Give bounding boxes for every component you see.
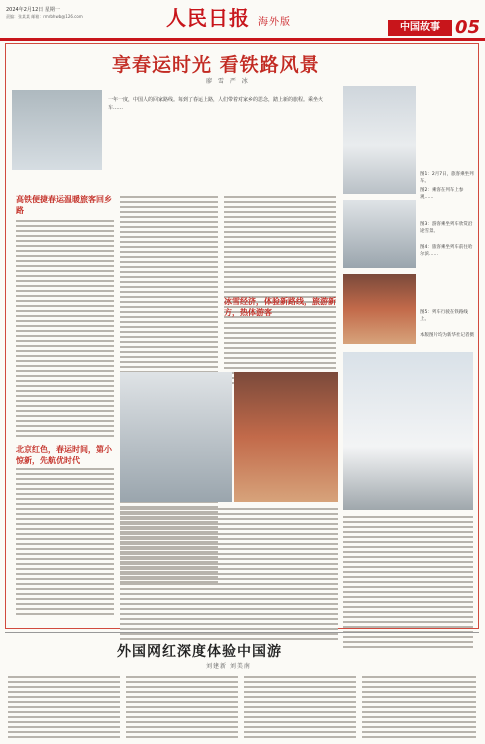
photo-crowd	[343, 274, 416, 344]
issue-date: 2024年2月12日 星期一	[6, 7, 60, 13]
photo-gift-crowd	[234, 372, 338, 502]
masthead-title: 人民日报	[166, 6, 250, 30]
secondary-col-3	[244, 676, 356, 738]
left-column-text-2	[16, 468, 114, 615]
feature-title: 享春运时光 看铁路风景	[112, 54, 320, 76]
secondary-title: 外国网红深度体验中国游	[117, 644, 282, 660]
caption-3: 图3：游客乘坐列车欣赏沿途雪景。	[420, 222, 473, 234]
right-bottom-text	[343, 516, 473, 648]
section-heading-2: 冰雪经济，体验新路线，旅游新方，热体游客	[224, 297, 336, 317]
section-badge: 中国故事	[388, 20, 452, 36]
photo-snow-train	[343, 86, 416, 194]
caption-1: 图1：2月7日，旅客乘坐列车。	[420, 172, 474, 184]
middle-bottom-text	[120, 508, 338, 640]
secondary-byline: 刘建新 刘美南	[206, 663, 251, 670]
secondary-col-1	[8, 676, 120, 738]
photo-train-interior	[343, 200, 416, 268]
secondary-col-4	[362, 676, 476, 738]
photo-credit: 本版图片均为新华社记者摄	[420, 333, 474, 338]
left-column-text	[16, 220, 114, 437]
photo-station-tower	[12, 90, 102, 170]
caption-5: 图5：列车行驶在铁路线上。	[420, 310, 468, 322]
masthead-edition: 海外版	[257, 17, 291, 28]
secondary-col-2	[126, 676, 238, 738]
page-number: 05	[455, 17, 481, 38]
photo-train-passengers	[120, 372, 232, 502]
header-rule	[0, 38, 485, 41]
caption-2: 图2：乘客在列车上参观……	[420, 188, 464, 200]
divider	[5, 632, 479, 633]
section-heading-1: 高铁便捷春运温暖旅客回乡路	[16, 195, 112, 215]
caption-4: 图4：旅客乘坐列车前往哈尔滨……	[420, 245, 473, 257]
section-heading-3: 北京红色，春运时间，第小惊新，先航优时代	[16, 445, 112, 465]
editor-info: 责编：张某某 邮箱：rmrbhwb@126.com	[6, 14, 83, 19]
feature-byline: 廖 雪 严 冰	[206, 78, 250, 85]
feature-lead: 一年一度，中国人的回家路线。每到了春运上路，人们带着对家乡的思念，踏上新的旅程。乘坐火车……	[108, 97, 324, 111]
masthead	[166, 2, 291, 31]
photo-snowscape-train	[343, 352, 473, 510]
